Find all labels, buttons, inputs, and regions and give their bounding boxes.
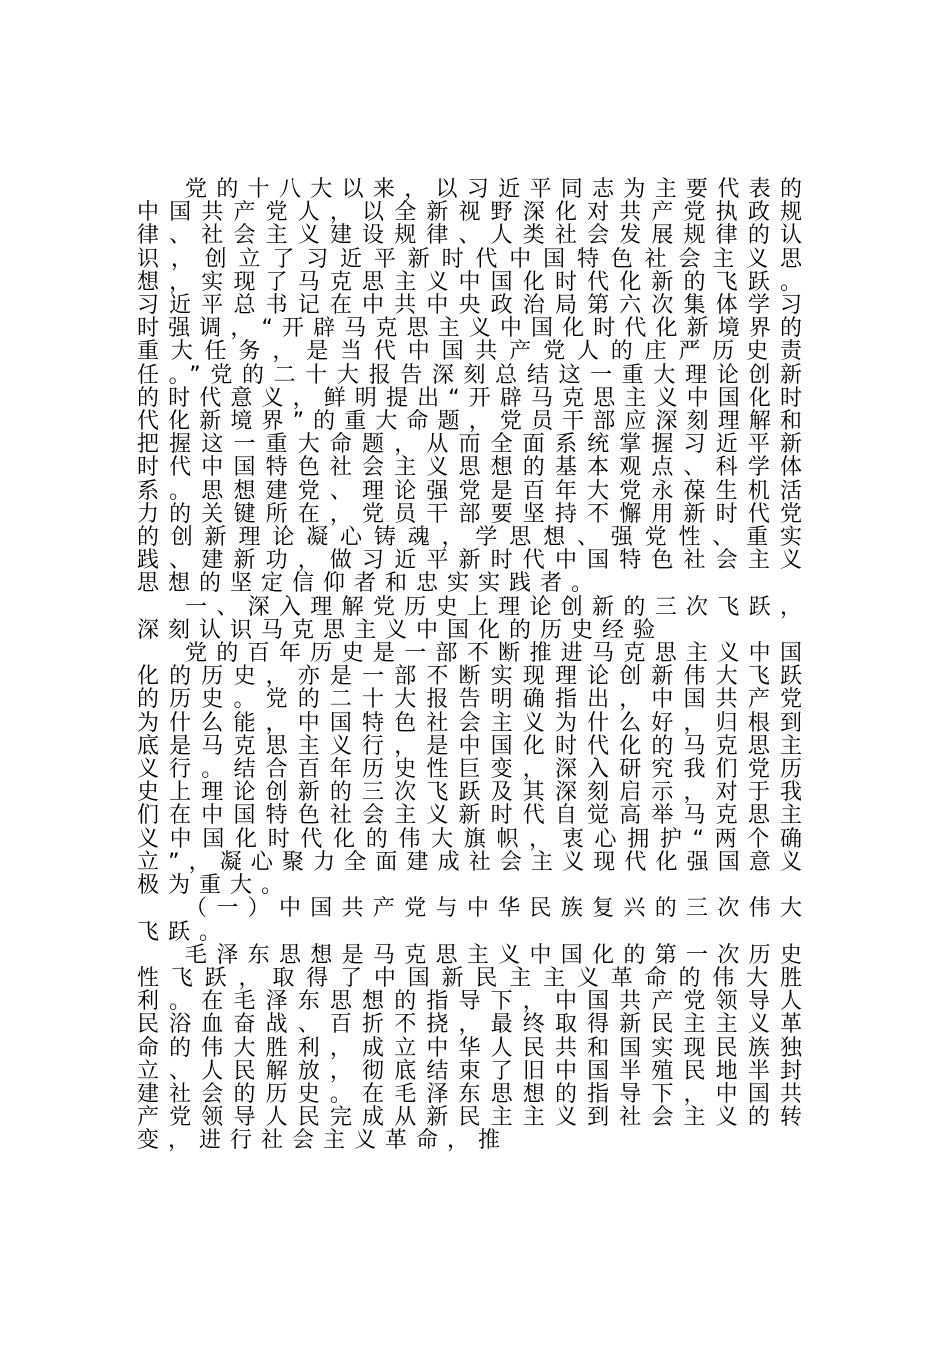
- paragraph-history: 党的百年历史是一部不断推进马克思主义中国化的历史，亦是一部不断实现理论创新伟大飞跃的历史。党的二十大报告明确指出，中国共产党为什么能，中国特色社会主义为什么好，归根到底是马克思主义行，是中国化时代化的马克思主义行。结合百年历史性巨变，深入研究我们党历史上理论创新的三次飞跃及其深刻启示，对于我们在中国特色社会主义新时代自觉高举马克思主义中国化时代化的伟大旗帜，衷心拥护“两个确立”，凝心聚力全面建成社会主义现代化强国意义极为重大。: [137, 641, 811, 899]
- document-body: [137, 178, 811, 1153]
- paragraph-intro: 党的十八大以来，以习近平同志为主要代表的中国共产党人，以全新视野深化对共产党执政规律、社会主义建设规律、人类社会发展规律的认识，创立了习近平新时代中国特色社会主义思想，实现了马克思主义中国化时代化新的飞跃。习近平总书记在中共中央政治局第六次集体学习时强调，“开辟马克思主义中国化时代化新境界的重大任务，是当代中国共产党人的庄严历史责任。”党的二十大报告深刻总结这一重大理论创新的时代意义，鲜明提出“开辟马克思主义中国化时代化新境界”的重大命题，党员干部应深刻理解和把握这一重大命题，从而全面系统掌握习近平新时代中国特色社会主义思想的基本观点、科学体系。思想建党、理论强党是百年大党永葆生机活力的关键所在，党员干部要坚持不懈用新时代党的创新理论凝心铸魂，学思想、强党性、重实践、建新功，做习近平新时代中国特色社会主义思想的坚定信仰者和忠实实践者。: [137, 177, 811, 597]
- section-heading-1: 一、深入理解党历史上理论创新的三次飞跃，深刻认识马克思主义中国化的历史经验: [137, 594, 811, 643]
- paragraph-mao-thought: 毛泽东思想是马克思主义中国化的第一次历史性飞跃，取得了中国新民主主义革命的伟大胜利。在毛泽东思想的指导下，中国共产党领导人民浴血奋战、百折不挠，最终取得新民主主义革命的伟大胜利，成立中华人民共和国实现民族独立、人民解放，彻底结束了旧中国半殖民地半封建社会的历史。在毛泽东思想的指导下，中国共产党领导人民完成从新民主主义到社会主义的转变，进行社会主义革命，推: [137, 942, 811, 1154]
- subsection-heading-1: （一）中国共产党与中华民族复兴的三次伟大飞跃。: [137, 896, 811, 945]
